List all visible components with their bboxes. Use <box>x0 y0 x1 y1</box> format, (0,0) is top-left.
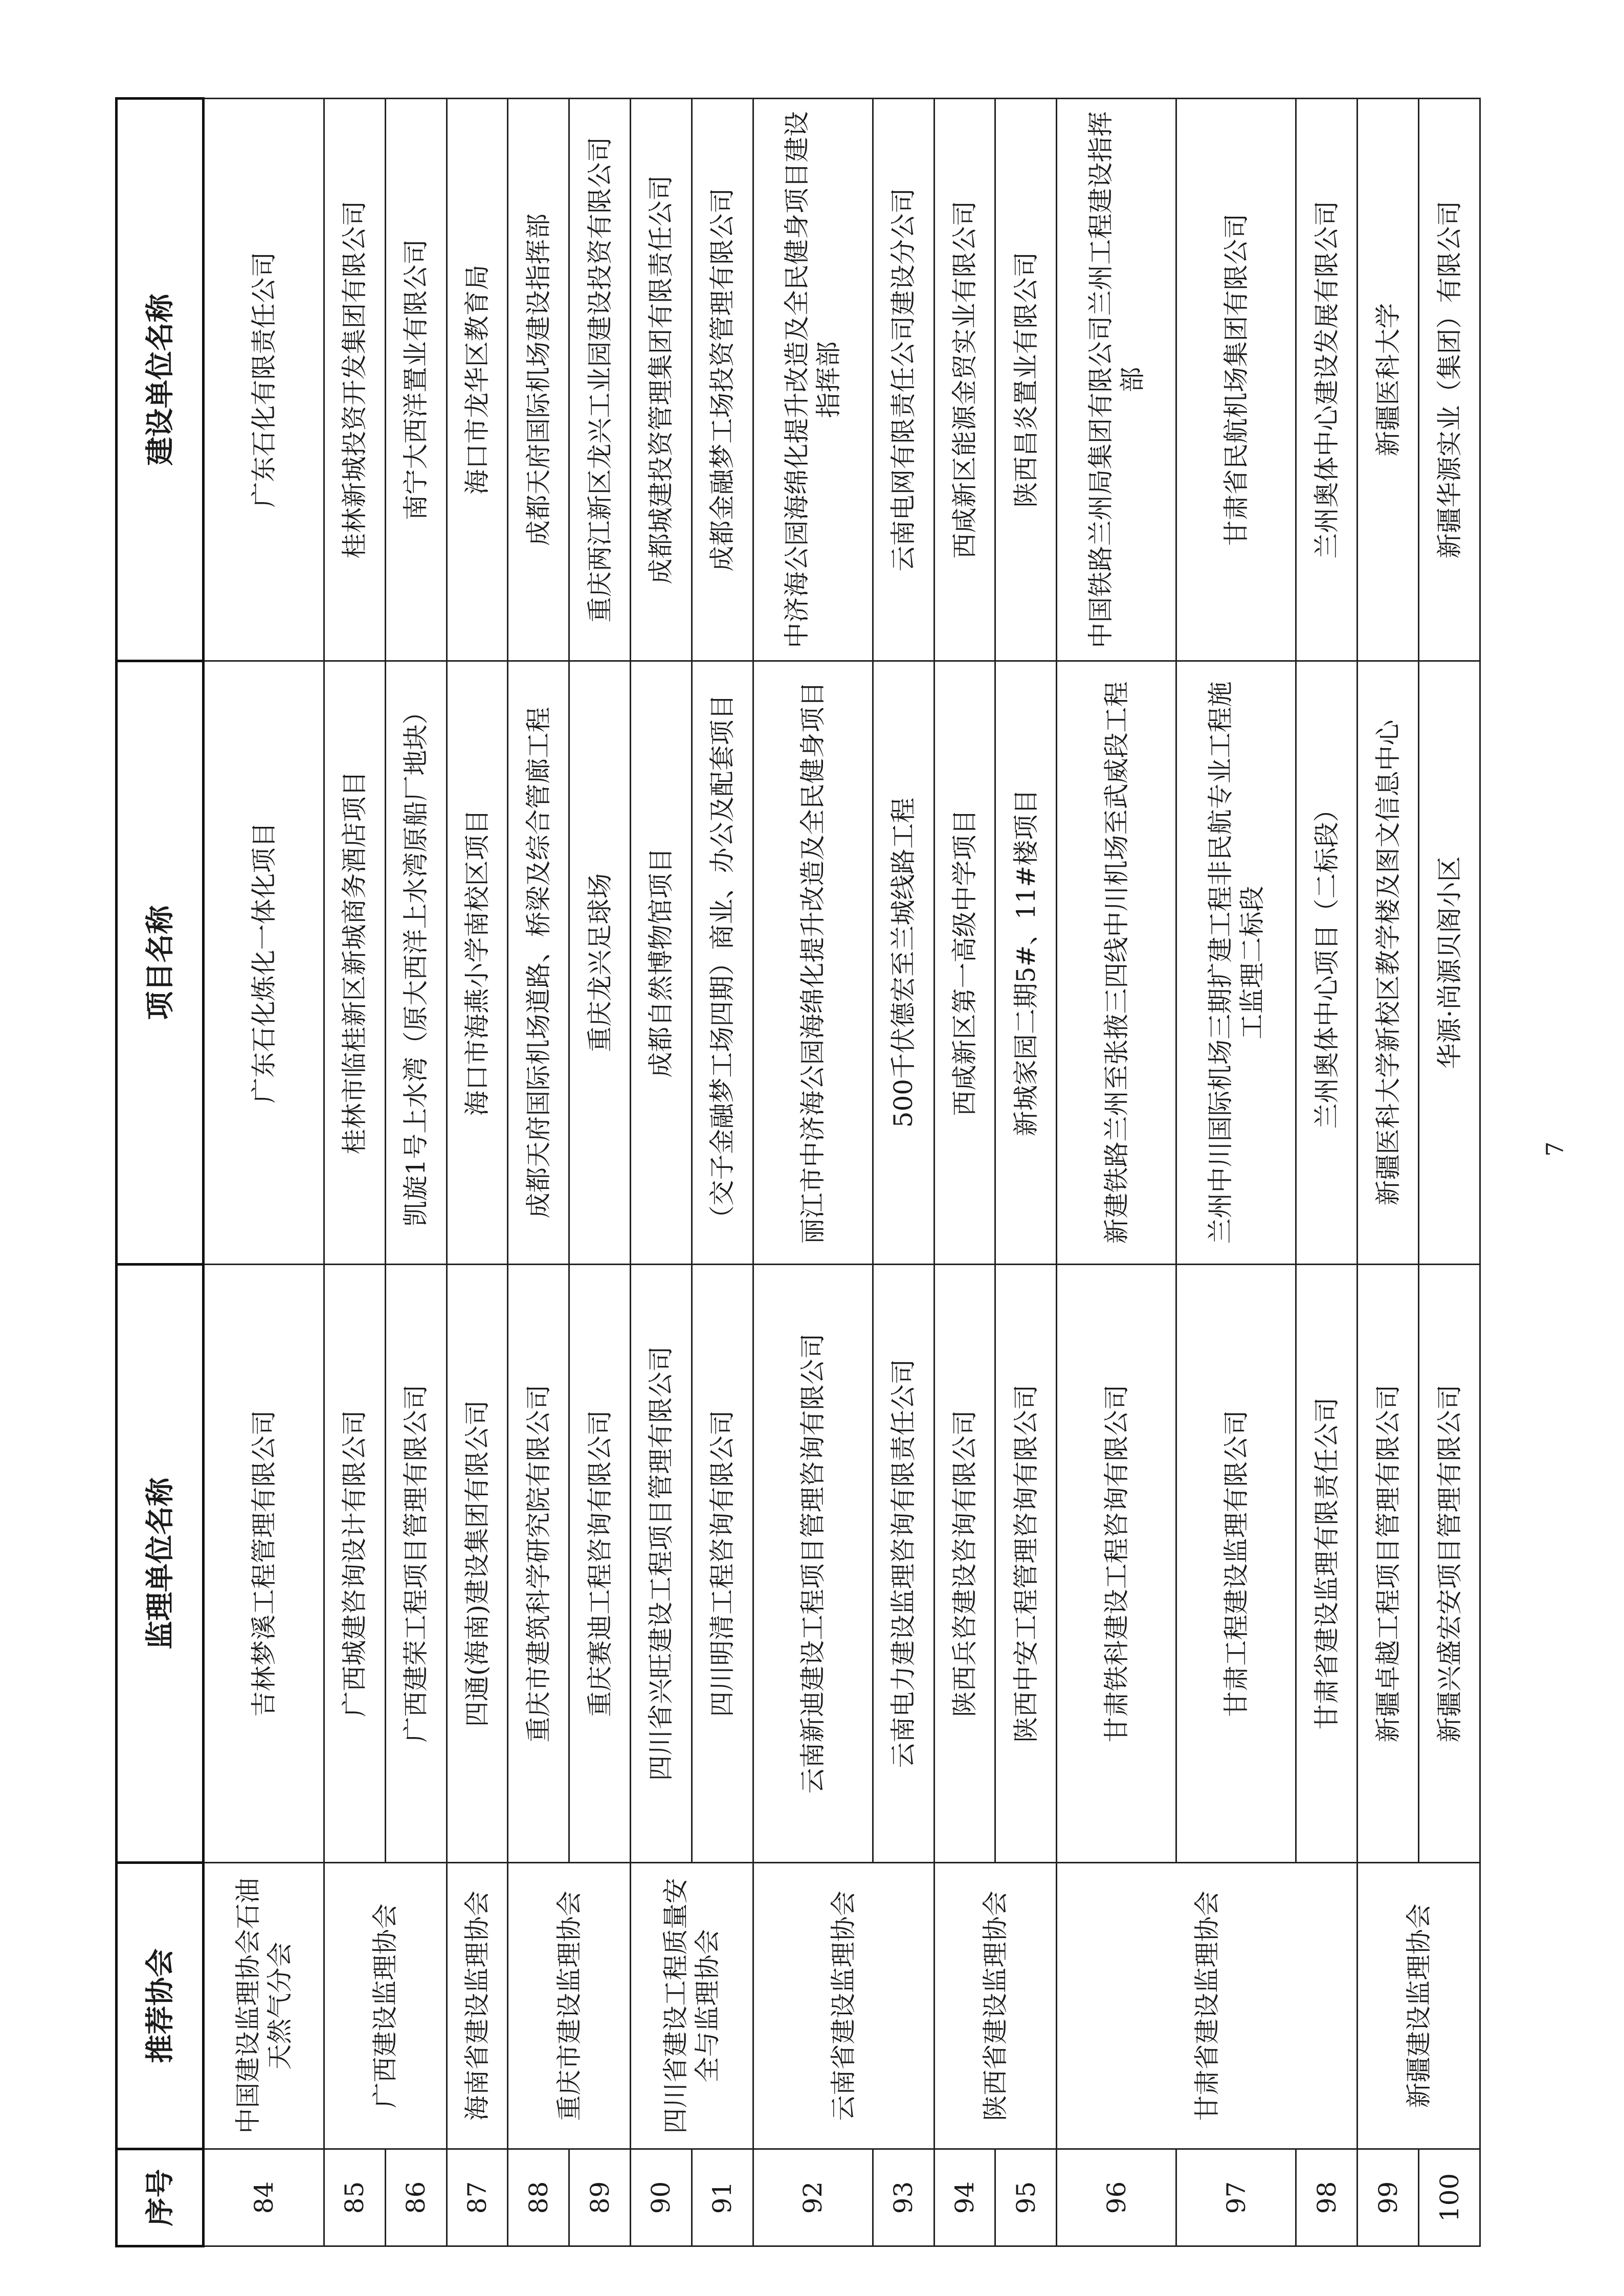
row-project: 新疆医科大学新校区教学楼及图文信息中心 <box>1358 661 1419 1265</box>
row-association: 海南省建设监理协会 <box>447 1863 508 2149</box>
row-supervisor: 吉林梦溪工程管理有限公司 <box>204 1265 324 1863</box>
row-builder: 新疆华源实业（集团）有限公司 <box>1419 99 1480 661</box>
row-project: 西咸新区第一高级中学项目 <box>934 661 995 1265</box>
table-header-row <box>117 99 204 2246</box>
row-builder: 陕西昌炎置业有限公司 <box>995 99 1057 661</box>
row-supervisor: 甘肃工程建设监理有限公司 <box>1176 1265 1296 1863</box>
table-row <box>631 99 692 2246</box>
header-no: 序号 <box>117 2149 204 2246</box>
row-no: 98 <box>1296 2149 1358 2246</box>
row-supervisor: 四川省兴旺建设工程项目管理有限公司 <box>631 1265 692 1863</box>
table-row <box>753 99 873 2246</box>
row-builder: 西咸新区能源金贸实业有限公司 <box>934 99 995 661</box>
row-supervisor: 甘肃铁科建设工程咨询有限公司 <box>1057 1265 1176 1863</box>
row-builder: 成都金融梦工场投资管理有限公司 <box>692 99 753 661</box>
row-supervisor: 新疆卓越工程项目管理有限公司 <box>1358 1265 1419 1863</box>
row-no: 99 <box>1358 2149 1419 2246</box>
table-row <box>934 99 995 2246</box>
row-no: 89 <box>569 2149 631 2246</box>
table-row <box>1057 99 1176 2246</box>
row-no: 94 <box>934 2149 995 2246</box>
row-supervisor: 陕西中安工程管理咨询有限公司 <box>995 1265 1057 1863</box>
row-builder: 桂林新城投资开发集团有限公司 <box>324 99 385 661</box>
row-project: 凯旋1号上水湾（原大西洋上水湾原船厂地块） <box>385 661 447 1265</box>
row-builder: 重庆两江新区龙兴工业园建设投资有限公司 <box>569 99 631 661</box>
row-association: 云南省建设监理协会 <box>753 1863 934 2149</box>
row-no: 88 <box>508 2149 569 2246</box>
row-supervisor: 广西建荣工程项目管理有限公司 <box>385 1265 447 1863</box>
row-no: 87 <box>447 2149 508 2246</box>
row-builder: 广东石化有限责任公司 <box>204 99 324 661</box>
page-number: 7 <box>1541 1141 1569 1157</box>
row-project: 新城家园二期5#、11#楼项目 <box>995 661 1057 1265</box>
row-project: 桂林市临桂新区新城商务酒店项目 <box>324 661 385 1265</box>
row-supervisor: 甘肃省建设监理有限责任公司 <box>1296 1265 1358 1863</box>
row-no: 97 <box>1176 2149 1296 2246</box>
header-association: 推荐协会 <box>117 1863 204 2149</box>
row-supervisor: 重庆市建筑科学研究院有限公司 <box>508 1265 569 1863</box>
row-supervisor: 云南新迪建设工程项目管理咨询有限公司 <box>753 1265 873 1863</box>
row-builder: 海口市龙华区教育局 <box>447 99 508 661</box>
row-supervisor: 重庆赛迪工程咨询有限公司 <box>569 1265 631 1863</box>
row-project: 500千伏德宏至兰城线路工程 <box>873 661 934 1265</box>
row-builder: 甘肃省民航机场集团有限公司 <box>1176 99 1296 661</box>
row-builder: 兰州奥体中心建设发展有限公司 <box>1296 99 1358 661</box>
row-builder: 新疆医科大学 <box>1358 99 1419 661</box>
project-roster-table <box>115 97 1481 2247</box>
table-row <box>508 99 569 2246</box>
row-project: 成都自然博物馆项目 <box>631 661 692 1265</box>
row-no: 96 <box>1057 2149 1176 2246</box>
row-project: 新建铁路兰州至张掖三四线中川机场至武威段工程 <box>1057 661 1176 1265</box>
row-association: 中国建设监理协会石油天然气分会 <box>204 1863 324 2149</box>
table-row <box>1358 99 1419 2246</box>
row-project: 兰州中川国际机场三期扩建工程非民航专业工程施工监理二标段 <box>1176 661 1296 1265</box>
row-association: 四川省建设工程质量安全与监理协会 <box>631 1863 753 2149</box>
header-builder: 建设单位名称 <box>117 99 204 661</box>
row-builder: 成都天府国际机场建设指挥部 <box>508 99 569 661</box>
table-row <box>324 99 385 2246</box>
row-no: 91 <box>692 2149 753 2246</box>
row-no: 85 <box>324 2149 385 2246</box>
row-project: （交子金融梦工场四期）商业、办公及配套项目 <box>692 661 753 1265</box>
row-builder: 中国铁路兰州局集团有限公司兰州工程建设指挥部 <box>1057 99 1176 661</box>
row-project: 重庆龙兴足球场 <box>569 661 631 1265</box>
row-builder: 南宁大西洋置业有限公司 <box>385 99 447 661</box>
row-builder: 云南电网有限责任公司建设分公司 <box>873 99 934 661</box>
row-association: 广西建设监理协会 <box>324 1863 447 2149</box>
row-no: 93 <box>873 2149 934 2246</box>
row-association: 陕西省建设监理协会 <box>934 1863 1057 2149</box>
header-project: 项目名称 <box>117 661 204 1265</box>
row-no: 92 <box>753 2149 873 2246</box>
row-association: 甘肃省建设监理协会 <box>1057 1863 1358 2149</box>
row-project: 华源·尚源贝阁小区 <box>1419 661 1480 1265</box>
row-no: 84 <box>204 2149 324 2246</box>
row-builder: 中济海公园海绵化提升改造及全民健身项目建设指挥部 <box>753 99 873 661</box>
row-supervisor: 新疆兴盛宏安项目管理有限公司 <box>1419 1265 1480 1863</box>
row-supervisor: 陕西兵咨建设咨询有限公司 <box>934 1265 995 1863</box>
row-no: 100 <box>1419 2149 1480 2246</box>
row-association: 新疆建设监理协会 <box>1358 1863 1480 2149</box>
row-supervisor: 云南电力建设监理咨询有限责任公司 <box>873 1265 934 1863</box>
row-supervisor: 四通(海南)建设集团有限公司 <box>447 1265 508 1863</box>
row-project: 广东石化炼化一体化项目 <box>204 661 324 1265</box>
row-project: 海口市海燕小学南校区项目 <box>447 661 508 1265</box>
row-project: 成都天府国际机场道路、桥梁及综合管廊工程 <box>508 661 569 1265</box>
row-supervisor: 四川明清工程咨询有限公司 <box>692 1265 753 1863</box>
table-row <box>447 99 508 2246</box>
table-row <box>204 99 324 2246</box>
row-no: 90 <box>631 2149 692 2246</box>
row-project: 兰州奥体中心项目（二标段） <box>1296 661 1358 1265</box>
row-project: 丽江市中济海公园海绵化提升改造及全民健身项目 <box>753 661 873 1265</box>
rotated-table-wrapper <box>115 100 1481 2247</box>
row-association: 重庆市建设监理协会 <box>508 1863 631 2149</box>
row-supervisor: 广西城建咨询设计有限公司 <box>324 1265 385 1863</box>
row-no: 86 <box>385 2149 447 2246</box>
row-builder: 成都城建投资管理集团有限责任公司 <box>631 99 692 661</box>
row-no: 95 <box>995 2149 1057 2246</box>
header-supervisor: 监理单位名称 <box>117 1265 204 1863</box>
